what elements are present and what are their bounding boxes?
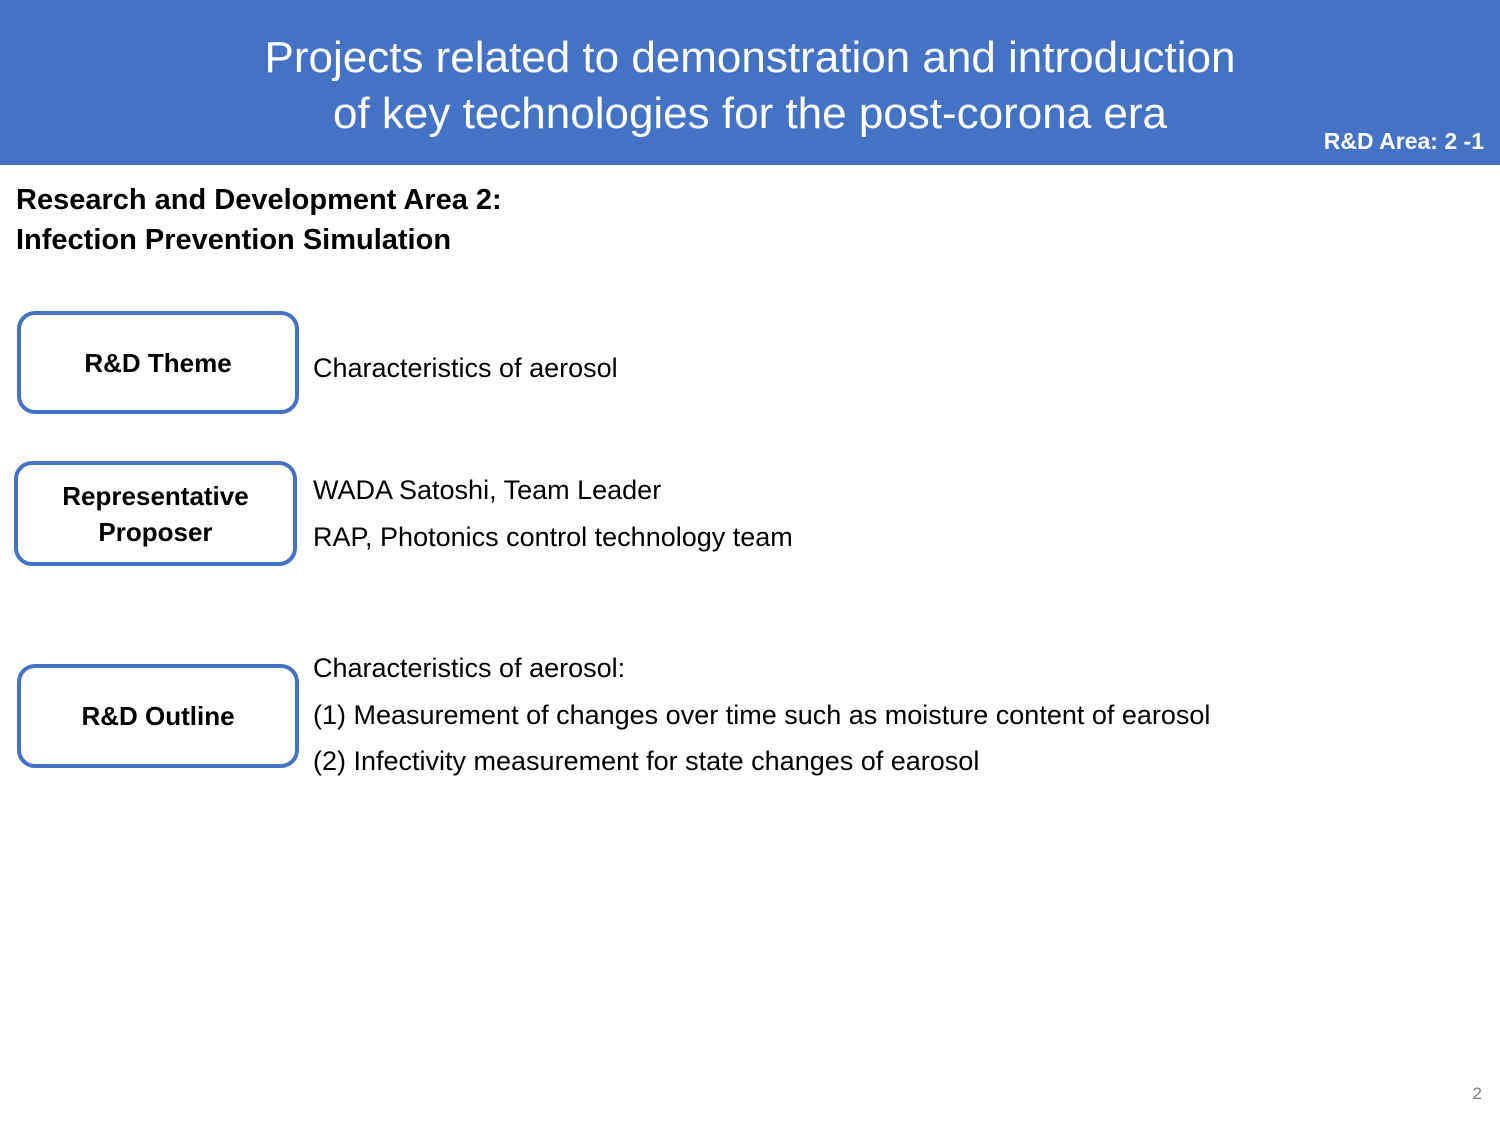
theme-detail — [313, 345, 618, 392]
outline-line: Characteristics of aerosol: — [313, 653, 626, 683]
outline-label-box — [17, 664, 299, 768]
section-heading-line2: Infection Prevention Simulation — [16, 224, 452, 256]
proposer-label-line1: Representative — [62, 480, 249, 511]
proposer-label-box — [14, 461, 297, 566]
outline-line: (2) Infectivity measurement for state changes of earosol — [313, 746, 980, 776]
page-title-line2: of key technologies for the post-corona era — [332, 89, 1168, 138]
page-title-line1: Projects related to demonstration and introduction — [264, 33, 1236, 82]
section-heading-line1: Research and Development Area 2: — [16, 184, 502, 216]
proposer-name: WADA Satoshi, Team Leader — [313, 475, 662, 505]
proposer-label-line2: Proposer — [98, 516, 213, 547]
theme-label-box — [17, 311, 299, 414]
outline-label: R&D Outline — [81, 701, 235, 731]
proposer-team: RAP, Photonics control technology team — [313, 521, 793, 552]
proposer-detail — [313, 467, 793, 560]
area-badge: R&D Area: 2 -1 — [1323, 128, 1484, 154]
header-banner — [0, 0, 1500, 165]
theme-label: R&D Theme — [84, 347, 232, 378]
page-title — [0, 30, 1500, 142]
outline-detail — [313, 645, 1210, 785]
page-number: 2 — [1472, 1084, 1482, 1103]
outline-line: (1) Measurement of changes over time such as moisture content of earosol — [313, 699, 1211, 730]
section-heading — [16, 180, 502, 260]
theme-value: Characteristics of aerosol — [313, 353, 618, 383]
